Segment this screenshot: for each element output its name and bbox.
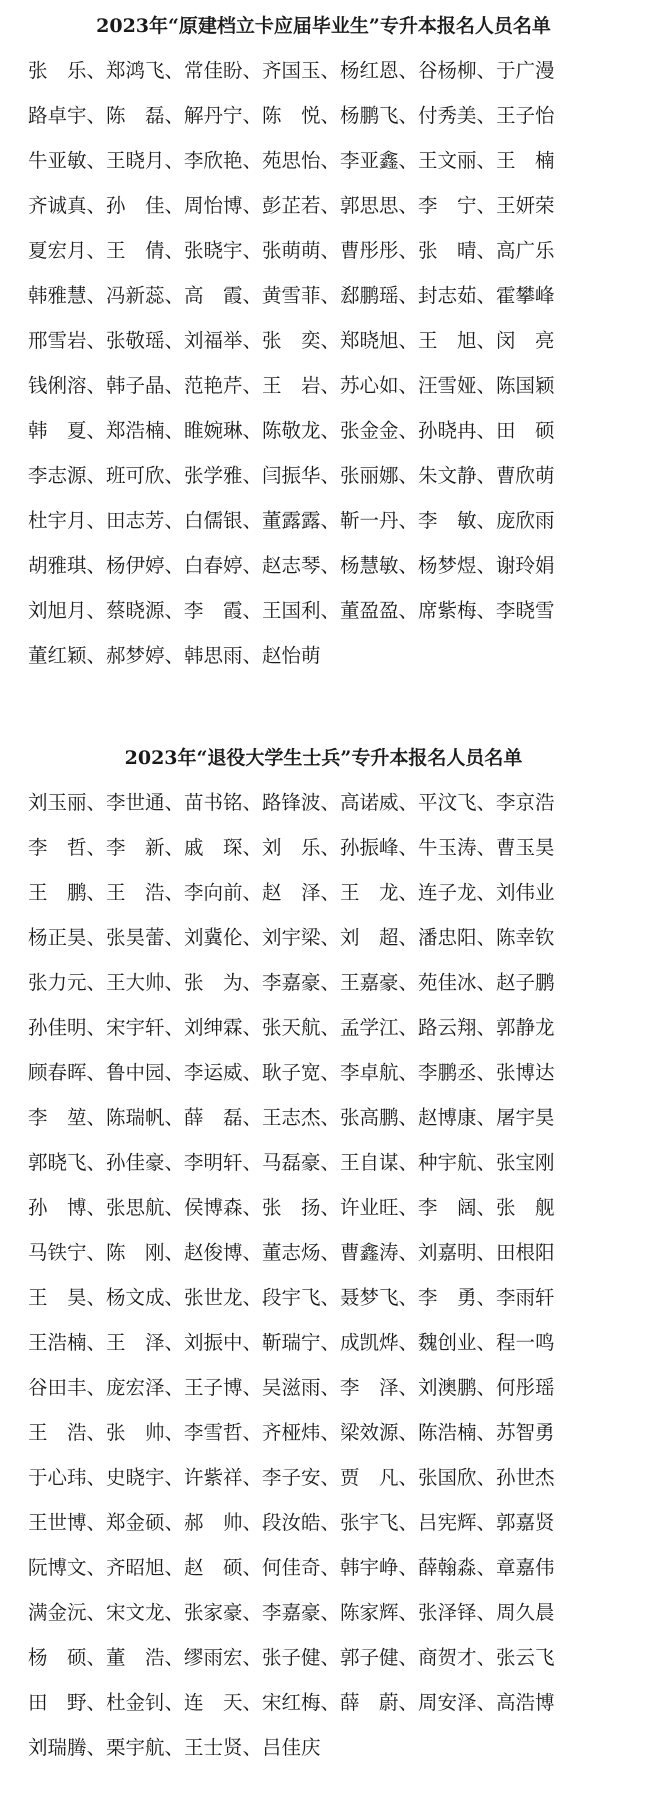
name-row: 张 乐、郑鸿飞、常佳盼、齐国玉、杨红恩、谷杨柳、于广漫: [28, 59, 555, 82]
section-title-graduates: 2023年“原建档立卡应届毕业生”专升本报名人员名单: [96, 15, 551, 37]
name-list-graduates: [0, 48, 647, 678]
name-row: 王 鹏、王 浩、李向前、赵 泽、王 龙、连子龙、刘伟业: [28, 881, 555, 904]
name-row: 董红颖、郝梦婷、韩思雨、赵怡萌: [28, 644, 321, 667]
name-row: 杨正昊、张昊蕾、刘冀伦、刘宇梁、刘 超、潘忠阳、陈幸钦: [28, 926, 555, 949]
name-row: 钱俐溶、韩子晶、范艳芹、王 岩、苏心如、汪雪娅、陈国颖: [28, 374, 555, 397]
name-row: 路卓宇、陈 磊、解丹宁、陈 悦、杨鹏飞、付秀美、王子怡: [28, 104, 555, 127]
name-row: 谷田丰、庞宏泽、王子博、吴滋雨、李 泽、刘澳鹏、何彤瑶: [28, 1376, 555, 1399]
name-row: 王 昊、杨文成、张世龙、段宇飞、聂梦飞、李 勇、李雨轩: [28, 1286, 555, 1309]
name-row: 阮博文、齐昭旭、赵 硕、何佳奇、韩宇峥、薛翰淼、章嘉伟: [28, 1556, 555, 1579]
name-row: 齐诚真、孙 佳、周怡博、彭芷若、郭思思、李 宁、王妍荣: [28, 194, 555, 217]
name-row: 马铁宁、陈 刚、赵俊博、董志炀、曹鑫涛、刘嘉明、田根阳: [28, 1241, 555, 1264]
name-row: 满金沅、宋文龙、张家豪、李嘉豪、陈家辉、张泽铎、周久晨: [28, 1601, 555, 1624]
name-row: 张力元、王大帅、张 为、李嘉豪、王嘉豪、苑佳冰、赵子鹏: [28, 971, 555, 994]
name-row: 韩 夏、郑浩楠、睢婉琳、陈敬龙、张金金、孙晓冉、田 硕: [28, 419, 555, 442]
name-row: 刘玉丽、李世通、苗书铭、路锋波、高诺威、平汶飞、李京浩: [28, 791, 555, 814]
section-graduates: [0, 4, 647, 678]
section-title-veterans: 2023年“退役大学生士兵”专升本报名人员名单: [124, 747, 523, 769]
name-row: 刘瑞腾、栗宇航、王士贤、吕佳庆: [28, 1736, 321, 1759]
name-row: 王世博、郑金硕、郝 帅、段汝皓、张宇飞、吕宪辉、郭嘉贤: [28, 1511, 555, 1534]
name-row: 郭晓飞、孙佳豪、李明轩、马磊豪、王自谋、种宇航、张宝刚: [28, 1151, 555, 1174]
name-row: 邢雪岩、张敬瑶、刘福举、张 奕、郑晓旭、王 旭、闵 亮: [28, 329, 555, 352]
name-row: 李志源、班可欣、张学雅、闫振华、张丽娜、朱文静、曹欣萌: [28, 464, 555, 487]
name-row: 田 野、杜金钊、连 天、宋红梅、薛 蔚、周安泽、高浩博: [28, 1691, 555, 1714]
name-row: 杨 硕、董 浩、缪雨宏、张子健、郭子健、商贺才、张云飞: [28, 1646, 555, 1669]
name-row: 李 哲、李 新、戚 琛、刘 乐、孙振峰、牛玉涛、曹玉昊: [28, 836, 555, 859]
name-row: 刘旭月、蔡晓源、李 霞、王国利、董盈盈、席紫梅、李晓雪: [28, 599, 555, 622]
name-list-veterans: [0, 780, 647, 1770]
name-row: 杜宇月、田志芳、白儒银、董露露、靳一丹、李 敏、庞欣雨: [28, 509, 555, 532]
name-row: 牛亚敏、王晓月、李欣艳、苑思怡、李亚鑫、王文丽、王 楠: [28, 149, 555, 172]
name-row: 于心玮、史晓宇、许紫祥、李子安、贾 凡、张国欣、孙世杰: [28, 1466, 555, 1489]
name-row: 孙 博、张思航、侯博森、张 扬、许业旺、李 阔、张 舰: [28, 1196, 555, 1219]
name-row: 王 浩、张 帅、李雪哲、齐桠炜、梁效源、陈浩楠、苏智勇: [28, 1421, 555, 1444]
name-row: 顾春晖、鲁中园、李运威、耿子宽、李卓航、李鹏丞、张博达: [28, 1061, 555, 1084]
name-row: 孙佳明、宋宇轩、刘绅霖、张天航、孟学江、路云翔、郭静龙: [28, 1016, 555, 1039]
name-row: 李 堃、陈瑞帆、薛 磊、王志杰、张高鹏、赵博康、屠宇昊: [28, 1106, 555, 1129]
name-row: 韩雅慧、冯新蕊、高 霞、黄雪菲、郄鹏瑶、封志茹、霍攀峰: [28, 284, 555, 307]
name-row: 胡雅琪、杨伊婷、白春婷、赵志琴、杨慧敏、杨梦煜、谢玲娟: [28, 554, 555, 577]
section-veterans: [0, 736, 647, 1770]
name-row: 夏宏月、王 倩、张晓宇、张萌萌、曹彤彤、张 晴、高广乐: [28, 239, 555, 262]
name-row: 王浩楠、王 泽、刘振中、靳瑞宁、成凯烨、魏创业、程一鸣: [28, 1331, 555, 1354]
